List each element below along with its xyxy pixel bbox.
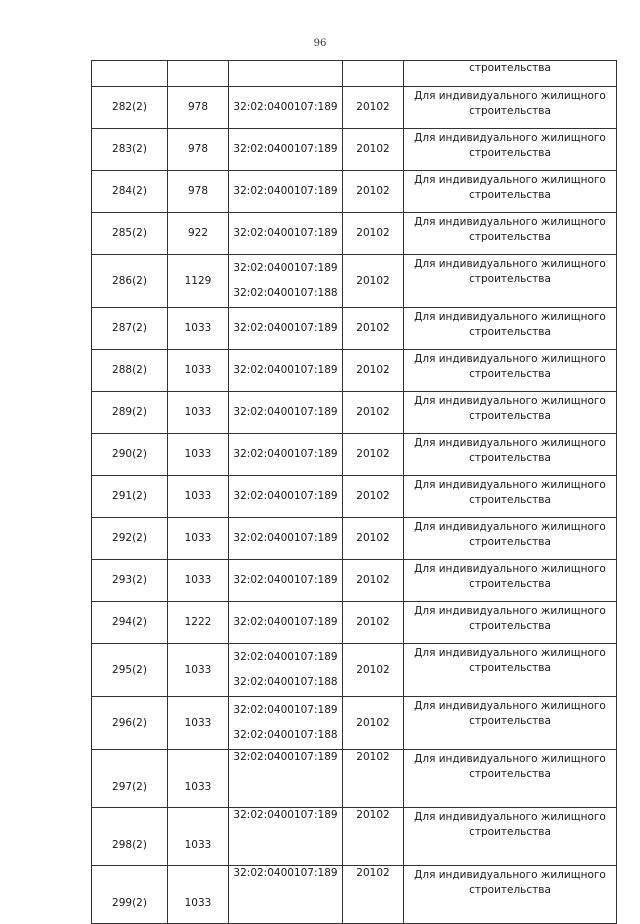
plot-number-cell: 293(2) [92, 560, 168, 602]
cadastral-number-cell [229, 129, 343, 171]
plot-number-cell: 289(2) [92, 392, 168, 434]
area-cell: 1033 [168, 644, 229, 697]
cadastral-number-cell [229, 750, 343, 808]
cadastral-number-cell [229, 213, 343, 255]
cadastral-number-cell [229, 308, 343, 350]
area-cell: 1033 [168, 518, 229, 560]
purpose-cell [404, 560, 617, 602]
purpose-cell [404, 129, 617, 171]
category-code-cell: 20102 [343, 476, 404, 518]
purpose-line: Для индивидуального жилищного [414, 605, 606, 617]
purpose-line: строительства [469, 620, 551, 632]
cadastral-number-cell [229, 808, 343, 866]
purpose-cell: строительства [404, 61, 617, 87]
purpose-line: Для индивидуального жилищного [414, 311, 606, 323]
area-cell: 1033 [168, 350, 229, 392]
purpose-cell [404, 434, 617, 476]
purpose-line: строительства [469, 536, 551, 548]
purpose-cell [404, 213, 617, 255]
purpose-line: Для индивидуального жилищного [414, 216, 606, 228]
cadastral-number: 32:02:0400107:188 [233, 729, 338, 741]
plot-number-cell: 290(2) [92, 434, 168, 476]
category-code-cell: 20102 [343, 171, 404, 213]
table-row [92, 602, 617, 644]
plot-number-cell: 287(2) [92, 308, 168, 350]
cadastral-number: 32:02:0400107:189 [233, 616, 338, 628]
purpose-cell [404, 350, 617, 392]
category-code-cell: 20102 [343, 87, 404, 129]
purpose-line: строительства [469, 147, 551, 159]
cadastral-number-cell [229, 434, 343, 476]
area-cell: 1033 [168, 808, 229, 866]
purpose-cell [404, 255, 617, 308]
table-row [92, 560, 617, 602]
purpose-line: Для индивидуального жилищного [414, 521, 606, 533]
table-row [92, 129, 617, 171]
table-row [92, 697, 617, 750]
cadastral-number-cell [229, 518, 343, 560]
purpose-line: Для индивидуального жилищного [414, 479, 606, 491]
purpose-cell [404, 476, 617, 518]
purpose-line: строительства [469, 884, 551, 896]
purpose-cell [404, 392, 617, 434]
area-cell: 978 [168, 171, 229, 213]
table-row [92, 350, 617, 392]
cadastral-number-cell [229, 476, 343, 518]
category-code-cell: 20102 [343, 392, 404, 434]
purpose-line: строительства [469, 768, 551, 780]
purpose-cell [404, 644, 617, 697]
table-row [92, 434, 617, 476]
purpose-line: Для индивидуального жилищного [414, 174, 606, 186]
table-row [92, 392, 617, 434]
purpose-cell [404, 171, 617, 213]
purpose-cell [404, 87, 617, 129]
plot-number-cell: 291(2) [92, 476, 168, 518]
cadastral-number-cell [229, 350, 343, 392]
area-cell: 1129 [168, 255, 229, 308]
plot-number-cell: 286(2) [92, 255, 168, 308]
purpose-line: Для индивидуального жилищного [414, 258, 606, 270]
purpose-line: строительства [469, 410, 551, 422]
cadastral-number: 32:02:0400107:189 [233, 751, 338, 763]
purpose-line: строительства [469, 273, 551, 285]
category-code-cell: 20102 [343, 434, 404, 476]
cadastral-number: 32:02:0400107:189 [233, 809, 338, 821]
table-row [92, 518, 617, 560]
plot-number-cell: 295(2) [92, 644, 168, 697]
plot-number-cell: 288(2) [92, 350, 168, 392]
category-code-cell: 20102 [343, 866, 404, 924]
purpose-line: строительства [469, 326, 551, 338]
area-cell: 1222 [168, 602, 229, 644]
area-cell: 922 [168, 213, 229, 255]
purpose-cell [404, 808, 617, 866]
category-code-cell: 20102 [343, 518, 404, 560]
table-row [92, 476, 617, 518]
page-number: 96 [313, 38, 327, 49]
purpose-line: Для индивидуального жилищного [414, 700, 606, 712]
plot-number-cell: 292(2) [92, 518, 168, 560]
cadastral-number-cell [229, 171, 343, 213]
plot-number-cell: 296(2) [92, 697, 168, 750]
table-row [92, 213, 617, 255]
category-code-cell: 20102 [343, 308, 404, 350]
cadastral-number: 32:02:0400107:188 [233, 676, 338, 688]
purpose-line: Для индивидуального жилищного [414, 647, 606, 659]
plot-number-cell: 297(2) [92, 750, 168, 808]
plot-number-cell: 294(2) [92, 602, 168, 644]
category-code-cell: 20102 [343, 560, 404, 602]
cadastral-number: 32:02:0400107:189 [233, 143, 338, 155]
purpose-line: Для индивидуального жилищного [414, 132, 606, 144]
area-cell: 978 [168, 87, 229, 129]
table-cell [229, 61, 343, 87]
cadastral-number: 32:02:0400107:189 [233, 185, 338, 197]
land-plots-table [91, 60, 617, 924]
table-row-continuation [92, 61, 617, 87]
plot-number-cell: 298(2) [92, 808, 168, 866]
cadastral-number: 32:02:0400107:189 [233, 704, 338, 716]
table-row [92, 171, 617, 213]
cadastral-number-cell [229, 87, 343, 129]
area-cell: 1033 [168, 750, 229, 808]
table-row [92, 808, 617, 866]
purpose-cell [404, 518, 617, 560]
cadastral-number: 32:02:0400107:188 [233, 287, 338, 299]
category-code-cell: 20102 [343, 602, 404, 644]
purpose-line: Для индивидуального жилищного [414, 437, 606, 449]
area-cell: 1033 [168, 476, 229, 518]
area-cell: 1033 [168, 434, 229, 476]
category-code-cell: 20102 [343, 697, 404, 750]
table-cell [343, 61, 404, 87]
cadastral-number-cell [229, 602, 343, 644]
purpose-line: строительства [469, 494, 551, 506]
purpose-line: строительства [469, 662, 551, 674]
cadastral-number-cell [229, 697, 343, 750]
plot-number-cell: 285(2) [92, 213, 168, 255]
table-row [92, 255, 617, 308]
purpose-line: Для индивидуального жилищного [414, 90, 606, 102]
purpose-line: строительства [469, 715, 551, 727]
purpose-line: строительства [469, 231, 551, 243]
purpose-line: Для индивидуального жилищного [414, 753, 606, 765]
cadastral-number: 32:02:0400107:189 [233, 322, 338, 334]
purpose-line: Для индивидуального жилищного [414, 395, 606, 407]
cadastral-number-cell [229, 866, 343, 924]
table-row [92, 308, 617, 350]
cadastral-number-cell [229, 560, 343, 602]
cadastral-number: 32:02:0400107:189 [233, 574, 338, 586]
purpose-cell [404, 697, 617, 750]
purpose-line: Для индивидуального жилищного [414, 811, 606, 823]
category-code-cell: 20102 [343, 129, 404, 171]
purpose-line: строительства [469, 105, 551, 117]
cadastral-number: 32:02:0400107:189 [233, 867, 338, 879]
table-cell [92, 61, 168, 87]
table-cell [168, 61, 229, 87]
purpose-cell [404, 308, 617, 350]
area-cell: 1033 [168, 392, 229, 434]
area-cell: 1033 [168, 697, 229, 750]
purpose-line: строительства [469, 368, 551, 380]
cadastral-number-cell [229, 255, 343, 308]
plot-number-cell: 283(2) [92, 129, 168, 171]
cadastral-number: 32:02:0400107:189 [233, 227, 338, 239]
table-row [92, 750, 617, 808]
cadastral-number: 32:02:0400107:189 [233, 364, 338, 376]
table-row [92, 644, 617, 697]
plot-number-cell: 299(2) [92, 866, 168, 924]
plot-number-cell: 282(2) [92, 87, 168, 129]
cadastral-number: 32:02:0400107:189 [233, 101, 338, 113]
cadastral-number-cell [229, 644, 343, 697]
cadastral-number-cell [229, 392, 343, 434]
purpose-line: строительства [469, 452, 551, 464]
purpose-line: строительства [469, 578, 551, 590]
purpose-line: Для индивидуального жилищного [414, 353, 606, 365]
category-code-cell: 20102 [343, 750, 404, 808]
area-cell: 1033 [168, 560, 229, 602]
table-row [92, 866, 617, 924]
plot-number-cell: 284(2) [92, 171, 168, 213]
cadastral-number: 32:02:0400107:189 [233, 532, 338, 544]
category-code-cell: 20102 [343, 255, 404, 308]
table-row [92, 87, 617, 129]
purpose-line: строительства [469, 189, 551, 201]
purpose-cell [404, 866, 617, 924]
purpose-line: Для индивидуального жилищного [414, 869, 606, 881]
purpose-cell [404, 750, 617, 808]
area-cell: 1033 [168, 308, 229, 350]
cadastral-number: 32:02:0400107:189 [233, 262, 338, 274]
purpose-line: строительства [469, 826, 551, 838]
category-code-cell: 20102 [343, 644, 404, 697]
purpose-line: Для индивидуального жилищного [414, 563, 606, 575]
category-code-cell: 20102 [343, 213, 404, 255]
area-cell: 1033 [168, 866, 229, 924]
cadastral-number: 32:02:0400107:189 [233, 651, 338, 663]
area-cell: 978 [168, 129, 229, 171]
cadastral-number: 32:02:0400107:189 [233, 490, 338, 502]
purpose-cell [404, 602, 617, 644]
cadastral-number: 32:02:0400107:189 [233, 448, 338, 460]
category-code-cell: 20102 [343, 808, 404, 866]
cadastral-number: 32:02:0400107:189 [233, 406, 338, 418]
category-code-cell: 20102 [343, 350, 404, 392]
